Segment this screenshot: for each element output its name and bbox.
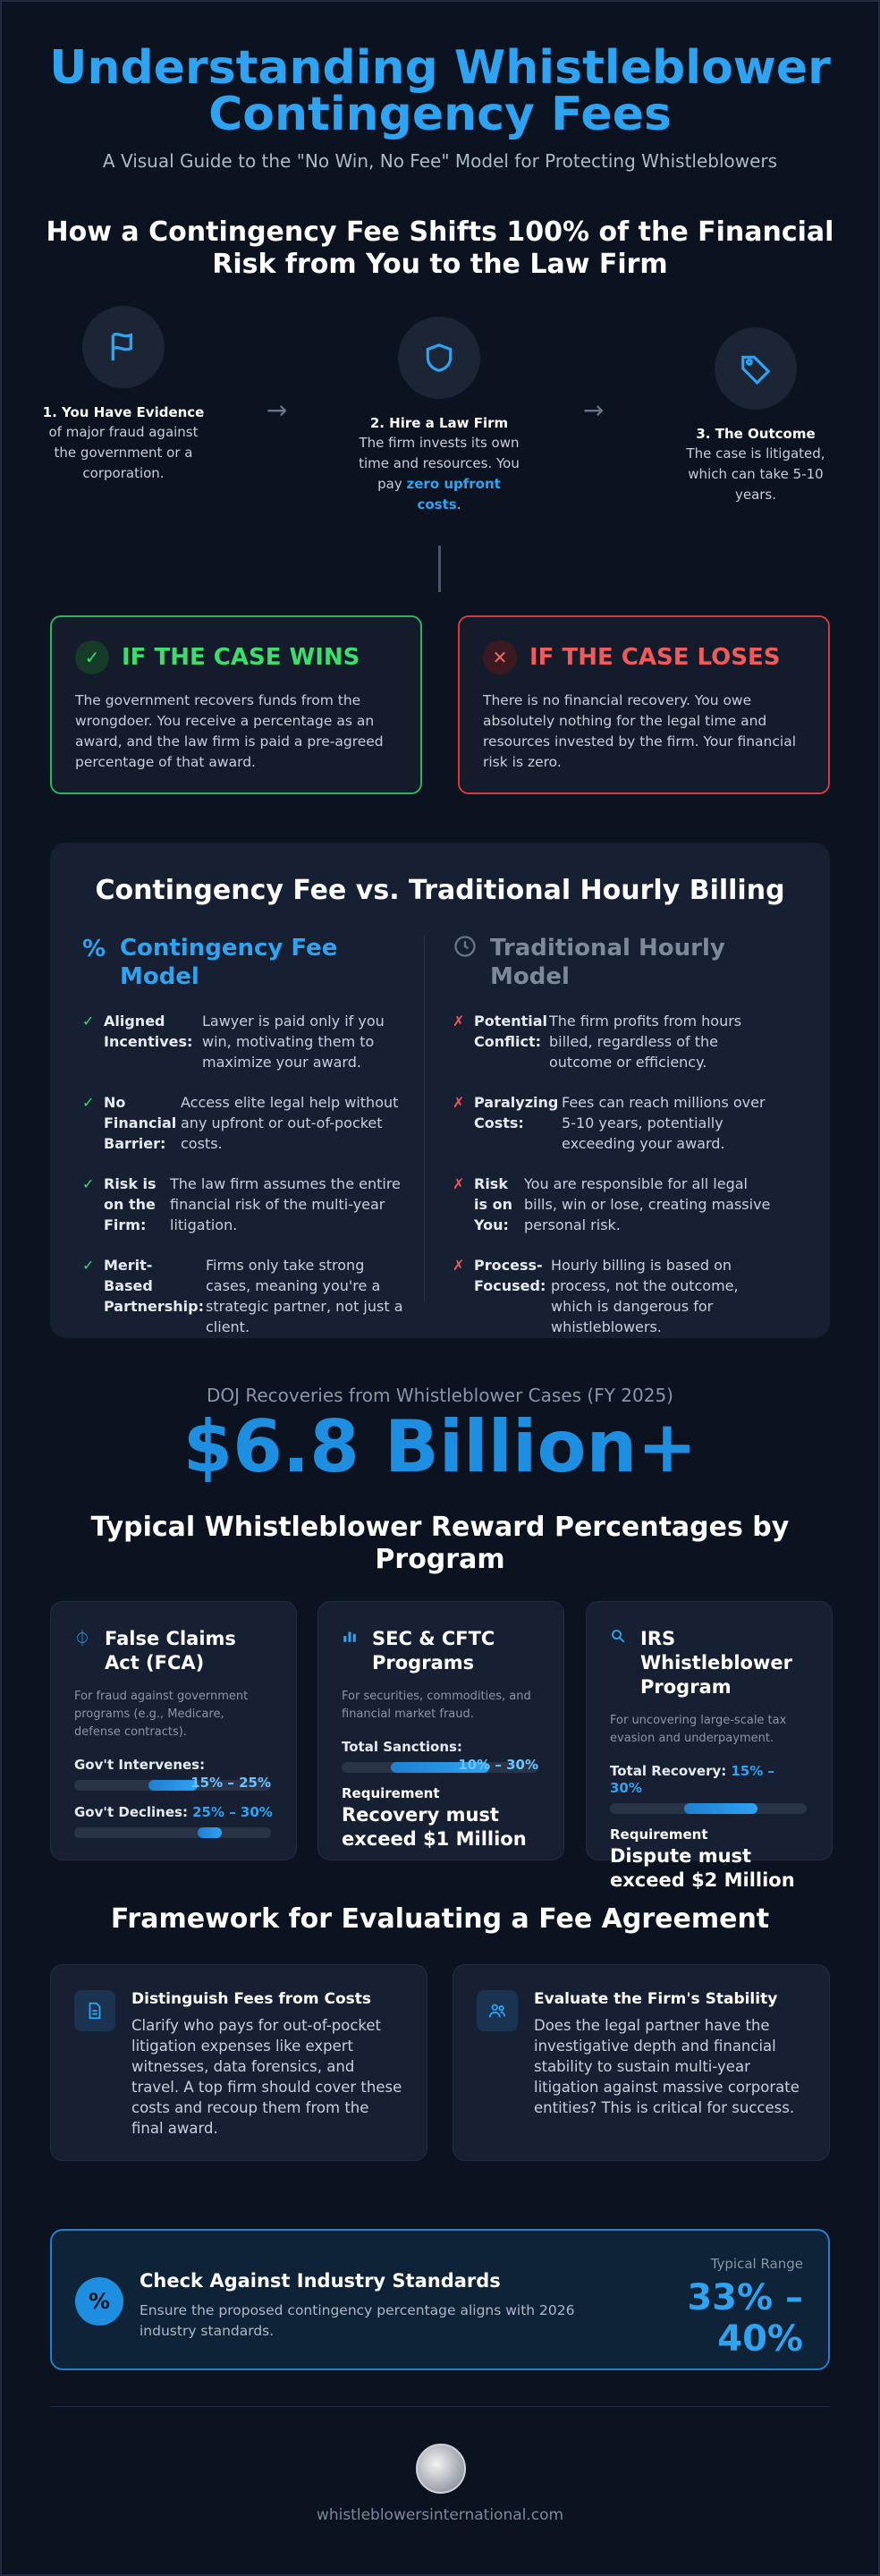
range-fill	[684, 1803, 758, 1814]
step-outcome	[671, 327, 841, 505]
outcome-win-text: The government recovers funds from the wrongdoer. You receive a percentage as an award, and the law firm is paid a pre-agreed percentage of that award.	[75, 692, 384, 770]
reward-card-desc: For uncovering large-scale tax evasion and underpayment.	[610, 1714, 787, 1745]
range-bar	[74, 1775, 271, 1791]
document-icon	[74, 1990, 115, 2031]
x-icon: ✗	[453, 1013, 465, 1030]
tag-icon	[715, 327, 797, 410]
percent-icon: %	[75, 2277, 123, 2326]
comparison-divider	[424, 936, 425, 1302]
doj-label: DOJ Recoveries from Whistleblower Cases (FY 2025)	[206, 1385, 673, 1406]
check-icon: ✓	[82, 1257, 95, 1274]
comparison-row: ✓ Risk is on the Firm: The law firm assumes the entire financial risk of the multi-year litigation.	[82, 1175, 401, 1233]
step-title: 3. The Outcome	[696, 426, 816, 442]
step-hire	[354, 317, 524, 515]
outcome-lose-title: IF THE CASE LOSES	[529, 644, 781, 671]
range-text: 10% – 30%	[458, 1757, 538, 1773]
zero-cost-highlight: zero upfront costs	[406, 476, 501, 513]
reward-card-fca: ⏀ False Claims Act (FCA) For fraud against government programs (e.g., Medicare, defense contracts). Gov't Intervenes: 15% – 25% Gov't Declines: 25% – 30%	[50, 1601, 297, 1860]
standards-title: Check Against Industry Standards	[140, 2270, 501, 2292]
flag-icon	[82, 306, 165, 388]
percent-icon: %	[82, 936, 106, 962]
step-evidence	[38, 306, 208, 484]
footer-divider	[50, 2406, 830, 2407]
page-subtitle: A Visual Guide to the "No Win, No Fee" Model for Protecting Whistleblowers	[102, 150, 778, 172]
check-icon: ✓	[82, 1013, 95, 1030]
range-label: Typical Range	[710, 2256, 803, 2272]
range-value: 33% – 40%	[687, 2277, 803, 2360]
arrow-right-icon: →	[583, 395, 605, 425]
x-icon: ✗	[453, 1175, 465, 1192]
magnify-icon	[610, 1627, 626, 1652]
step-title: 1. You Have Evidence	[42, 404, 205, 420]
bar-chart-icon	[342, 1627, 358, 1652]
range-fill	[198, 1827, 223, 1838]
comparison-row: ✗ Process-Focused: Hourly billing is based on process, not the outcome, which is dangerous for whistleblowers.	[453, 1257, 739, 1335]
range-bar	[342, 1757, 538, 1773]
page-title: Understanding Whistleblower Contingency Fees	[49, 41, 831, 141]
users-icon	[477, 1990, 518, 2031]
range-bar	[610, 1803, 807, 1814]
contingency-title: Contingency Fee Model	[119, 935, 338, 990]
step-title: 2. Hire a Law Firm	[369, 415, 509, 431]
x-icon: ✗	[453, 1094, 465, 1111]
scale-icon: ⏀	[74, 1630, 90, 1648]
comparison-row: ✗ Risk is on You: You are responsible for all legal bills, win or lose, creating massive personal risk.	[453, 1175, 771, 1233]
range-text: 15% – 30%	[610, 1763, 774, 1796]
doj-value: $6.8 Billion+	[182, 1405, 698, 1488]
step-desc: of major fraud against the government or a corporation.	[48, 424, 199, 481]
hourly-column	[453, 934, 774, 1357]
contingency-column	[82, 934, 404, 1357]
framework-card-title: Evaluate the Firm's Stability	[534, 1990, 778, 2008]
reward-card-title: IRS Whistleblower Program	[640, 1628, 792, 1698]
framework-card-text: Does the legal partner have the investigative depth and financial stability to sustain multi-year litigation against massive corporate entities? This is critical for success.	[534, 2017, 800, 2116]
comparison-title: Contingency Fee vs. Traditional Hourly Billing	[95, 875, 785, 906]
framework-card-stability	[453, 1964, 830, 2161]
framework-heading: Framework for Evaluating a Fee Agreement	[110, 1903, 770, 1935]
outcome-lose-card	[458, 615, 830, 794]
framework-card-text: Clarify who pays for out-of-pocket litigation expenses like expert witnesses, data forensics, and travel. A top firm should cover these costs and recoup them from the final award.	[131, 2017, 402, 2137]
clock-icon	[453, 934, 478, 964]
x-icon: ✕	[483, 640, 517, 674]
outcome-lose-text: There is no financial recovery. You owe absolutely nothing for the legal time and resources invested by the firm. Your financial risk is zero.	[483, 692, 797, 770]
shield-icon	[398, 317, 480, 399]
arrow-right-icon: →	[267, 395, 288, 425]
reward-card-title: SEC & CFTC Programs	[372, 1628, 495, 1674]
step-desc: The firm invests its own time and resources. You pay zero upfront costs.	[359, 435, 520, 513]
reward-card-sec: SEC & CFTC Programs For securities, commodities, and financial market fraud. Total Sanctions: 10% – 30% Requirement Recovery must exceed $1 Million	[317, 1601, 564, 1860]
comparison-row: ✓ No Financial Barrier: Access elite legal help without any upfront or out-of-pocket costs.	[82, 1094, 399, 1152]
range-text: 15% – 25%	[190, 1775, 271, 1791]
framework-card-title: Distinguish Fees from Costs	[131, 1990, 371, 2008]
x-icon: ✗	[453, 1257, 465, 1274]
requirement-value: Recovery must exceed $1 Million	[342, 1804, 527, 1850]
footer-url[interactable]: whistleblowersinternational.com	[316, 2506, 564, 2524]
reward-card-desc: For fraud against government programs (e.g., Medicare, defense contracts).	[74, 1690, 249, 1739]
comparison-row: ✗ Paralyzing Costs: Fees can reach millions over 5-10 years, potentially exceeding your award.	[453, 1094, 766, 1152]
rewards-heading: Typical Whistleblower Reward Percentages by Program	[90, 1512, 790, 1575]
requirement-label: Requirement	[342, 1785, 440, 1801]
risk-heading: How a Contingency Fee Shifts 100% of the Financial Risk from You to the Law Firm	[46, 216, 834, 280]
comparison-row: ✓ Merit-Based Partnership: Firms only take strong cases, meaning you're a strategic partner, not just a client.	[82, 1257, 403, 1335]
reward-card-title: False Claims Act (FCA)	[105, 1628, 236, 1674]
comparison-panel	[50, 843, 830, 1338]
reward-card-irs: IRS Whistleblower Program For uncovering large-scale tax evasion and underpayment. Total Recovery: 15% – 30% Requirement Dispute must exceed $2 Million	[586, 1601, 833, 1860]
comparison-row: ✗ Potential Conflict: The firm profits from hours billed, regardless of the outcome or efficiency.	[453, 1013, 742, 1071]
range-bar	[74, 1827, 271, 1838]
outcome-win-card	[50, 615, 422, 794]
hourly-title: Traditional Hourly Model	[490, 935, 725, 990]
check-icon: ✓	[82, 1175, 95, 1192]
range-text: 25% – 30%	[192, 1804, 273, 1820]
requirement-value: Dispute must exceed $2 Million	[610, 1845, 795, 1891]
comparison-row: ✓ Aligned Incentives: Lawyer is paid only if you win, motivating them to maximize your award.	[82, 1013, 385, 1071]
logo-icon	[416, 2444, 466, 2494]
check-icon: ✓	[82, 1094, 95, 1111]
outcome-win-title: IF THE CASE WINS	[122, 644, 360, 671]
standards-text: Ensure the proposed contingency percentage aligns with 2026 industry standards.	[140, 2302, 575, 2339]
industry-standards-card	[50, 2229, 830, 2370]
framework-card-fees	[50, 1964, 427, 2161]
reward-card-desc: For securities, commodities, and financial market fraud.	[342, 1690, 531, 1721]
connector-line	[438, 546, 441, 592]
step-desc: The case is litigated, which can take 5-10 years.	[686, 445, 825, 503]
check-icon: ✓	[75, 640, 109, 674]
requirement-label: Requirement	[610, 1826, 708, 1843]
